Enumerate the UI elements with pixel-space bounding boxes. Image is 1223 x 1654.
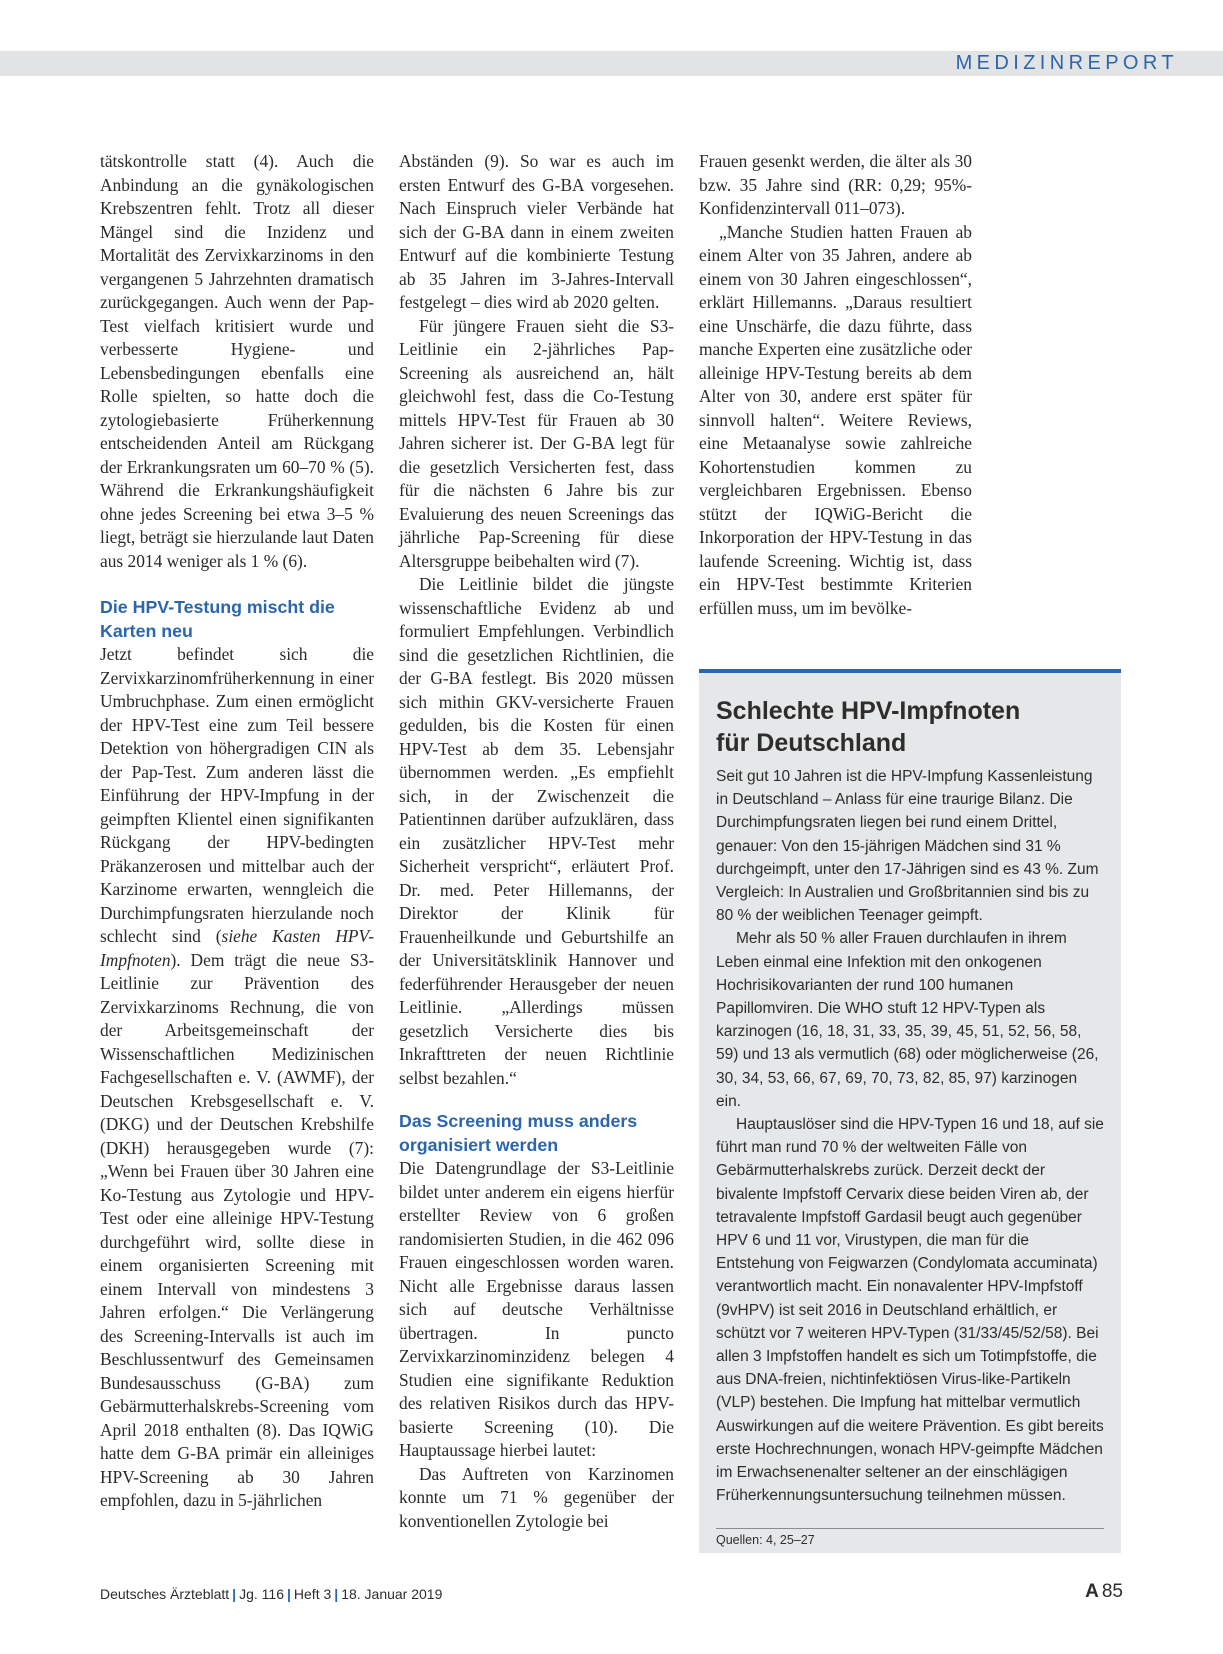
page-letter: A — [1085, 1581, 1099, 1602]
info-box-title: Schlechte HPV-Impfnoten für Deutschland — [716, 697, 1021, 757]
paragraph: Jetzt befindet sich die Zervixkarzinomfrüherkennung in einer Umbruchphase. Zum einen ermöglicht der HPV-Test eine zum Teil bessere Detektion von höhergradigen CIN als der Pap-Test. Zum anderen lässt die Einführung der HPV-Impfung in der geimpften Klientel einen signifikanten Rückgang der HPV-bedingten Präkanzerosen und mittelbar auch der Karzinome erwarten, wenngleich die Durchimpfungsraten hierzulande noch schlecht sind (siehe Kasten HPV-Impfnoten). Dem trägt die neue S3-Leitlinie zur Prävention des Zervixkarzinoms Rechnung, die von der Arbeitsgemeinschaft der Wissenschaftlichen Medizinischen Fachgesellschaften e. V. (AWMF), der Deutschen Krebsgesellschaft e. V. (DKG) und der Deutschen Krebshilfe (DKH) herausgegeben wurde (7): „Wenn bei Frauen über 30 Jahren eine Ko-Testung aus Zytologie und HPV-Test oder eine alleinige HPV-Testung durchgeführt wird, sollte diese in einem organisierten Screening mit einem Intervall von mindestens 3 Jahren erfolgen.“ Die Verlängerung des Screening-Intervalls ist auch im Beschlussentwurf des Gemeinsamen Bundesausschuss (G-BA) zum Gebärmutterhalskrebs-Screening vom April 2018 enthalten (8). Das IQWiG hatte dem G-BA primär ein alleiniges HPV-Screening ab 30 Jahren empfohlen, dazu in 5-jährlichen — [100, 644, 374, 1510]
subheading: Die HPV-Testung mischt die Karten neu — [100, 597, 335, 641]
article-column-2 — [399, 150, 674, 1533]
paragraph: Mehr als 50 % aller Frauen durchlaufen in ihrem Leben einmal eine Infektion mit den onkogenen Hochrisikovarianten der rund 100 humanen Papillomviren. Die WHO stuft 12 HPV-Typen als karzinogen (16, 18, 31, 33, 35, 39, 45, 51, 52, 56, 58, 59) und 13 als vermutlich (68) oder möglicherweise (26, 30, 34, 53, 66, 67, 69, 70, 73, 82, 85, 97) karzinogen ein. — [716, 930, 1099, 1110]
subheading: Das Screening muss anders organisiert werden — [399, 1111, 638, 1155]
paragraph: Seit gut 10 Jahren ist die HPV-Impfung Kassenleistung in Deutschland – Anlass für eine traurige Bilanz. Die Durchimpfungsraten liegen bei rund einem Drittel, genauer: Von den 15-jährigen Mädchen sind 31 % durchgeimpft, unter den 17-Jährigen sind es 43 %. Zum Vergleich: In Australien und Großbritannien sind bis zu 80 % der weiblichen Teenager geimpft. — [716, 768, 1099, 925]
paragraph: Hauptauslöser sind die HPV-Typen 16 und 18, auf sie führt man rund 70 % der weltweiten Fälle von Gebärmutterhalskrebs zurück. Derzeit deckt der bivalente Impfstoff Cervarix diese beiden Viren ab, der tetravalente Impfstoff Gardasil beugt auch gegenüber HPV 6 und 11 vor, Virustypen, die man für die Entstehung von Feigwarzen (Condylomata accuminata) verantwortlich macht. Ein nonavalenter HPV-Impfstoff (9vHPV) ist seit 2016 in Deutschland erhältlich, er schützt vor 7 weiteren HPV-Typen (31/33/45/52/58). Bei allen 3 Impfstoffen handelt es sich um Totimpfstoffe, die aus DNA-freien, nichtinfektiösen Virus-like-Partikeln (VLP) bestehen. Die Impfung hat mittelbar vermutlich Auswirkungen auf die weitere Prävention. Es gibt bereits erste Hochrechnungen, wonach HPV-geimpfte Mädchen im Erwachsenenalter seltener an der einschlägigen Früherkennungsuntersuchung teilnehmen müssen. — [716, 1116, 1104, 1505]
separator: | — [334, 1586, 339, 1602]
section-label: MEDIZINREPORT — [955, 52, 1178, 74]
page-number — [1085, 1580, 1123, 1604]
info-box-body — [716, 765, 1104, 1508]
divider — [716, 1528, 1104, 1529]
paragraph: Abständen (9). So war es auch im ersten Entwurf des G-BA vorgesehen. Nach Einspruch vieler Verbände hat sich der G-BA dann in einem zweiten Entwurf auf die kombinierte Testung ab 35 Jahren im 3-Jahres-Intervall festgelegt – dies wird ab 2020 gelten. — [399, 151, 674, 312]
volume: Jg. 116 — [239, 1586, 284, 1602]
paragraph: Die Leitlinie bildet die jüngste wissenschaftliche Evidenz ab und formuliert Empfehlungen. Verbindlich sind die gesetzlichen Richtlinien, die der G-BA festlegt. Bis 2020 müssen sich mithin GKV-versicherte Frauen gedulden, bis die Kosten für einen HPV-Test ab dem 35. Lebensjahr übernommen werden. „Es empfiehlt sich, in der Zwischenzeit die Patientinnen darüber aufzuklären, dass ein zusätzlicher HPV-Test mehr Sicherheit verspricht“, erläutert Prof. Dr. med. Peter Hillemanns, der Direktor der Klinik für Frauenheilkunde und Geburtshilfe an der Universitätsklinik Hannover und federführender Herausgeber der neuen Leitlinie. „Allerdings müssen gesetzlich Versicherte dies bis Inkrafttreten der neuen Richtlinie selbst bezahlen.“ — [399, 574, 674, 1088]
paragraph: „Manche Studien hatten Frauen ab einem Alter von 35 Jahren, andere ab einem von 30 Jahren eingeschlossen“, erklärt Hillemanns. „Daraus resultiert eine Unschärfe, die dazu führte, dass manche Experten eine zusätzliche oder alleinige HPV-Testung bereits ab dem Alter von 30, andere erst später für sinnvoll halten“. Weitere Reviews, eine Metaanalyse sowie zahlreiche Kohortenstudien kommen zu vergleichbaren Ergebnissen. Ebenso stützt der IQWiG-Bericht die Inkorporation der HPV-Testung in das laufende Screening. Wichtig ist, dass ein HPV-Test bestimmte Kriterien erfüllen muss, um im bevölke- — [699, 221, 972, 618]
paragraph: tätskontrolle statt (4). Auch die Anbindung an die gynäkologischen Krebszentren fehlt. Trotz all dieser Mängel sind die Inzidenz und Mortalität des Zervixkarzinoms in den vergangenen 5 Jahrzehnten dramatisch zurückgegangen. Auch wenn der Pap-Test vielfach kritisiert wurde und verbesserte Hygiene- und Lebensbedingungen ebenfalls eine Rolle spielten, so hatte doch die zytologiebasierte Früherkennung entscheidenden Anteil am Rückgang der Erkrankungsraten um 60–70 % (5). Während die Erkrankungshäufigkeit ohne jedes Screening bei etwa 3–5 % liegt, beträgt sie hierzulande laut Daten aus 2014 weniger als 1 % (6). — [100, 151, 374, 571]
paragraph: Frauen gesenkt werden, die älter als 30 bzw. 35 Jahre sind (RR: 0,29; 95%-Konfidenzintervall 011–073). — [699, 151, 972, 218]
article-column-3 — [699, 150, 972, 620]
separator: | — [232, 1586, 237, 1602]
issue-date: 18. Januar 2019 — [341, 1586, 443, 1602]
info-box — [699, 669, 1121, 1553]
paragraph: Das Auftreten von Karzinomen konnte um 71 % gegenüber der konventionellen Zytologie bei — [399, 1463, 674, 1531]
separator: | — [286, 1586, 291, 1602]
article-column-1 — [100, 150, 374, 1513]
footer-citation — [100, 1585, 442, 1603]
paragraph: Für jüngere Frauen sieht die S3-Leitlinie ein 2-jährliches Pap-Screening als ausreichend an, hält gleichwohl fest, dass die Co-Testung mittels HPV-Test für Frauen ab 30 Jahren sicherer ist. Der G-BA legt für die gesetzlich Versicherten fest, dass für die nächsten 6 Jahre bis zur Evaluierung des neuen Screenings das jährliche Pap-Screening für diese Altersgruppe beibehalten wird (7). — [399, 315, 674, 571]
paragraph: Die Datengrundlage der S3-Leitlinie bildet unter anderem ein eigens hierfür erstellter Review von 6 großen randomisierten Studien, in die 462 096 Frauen eingeschlossen worden waren. Nicht alle Ergebnisse daraus lassen sich auf deutsche Verhältnisse übertragen. In puncto Zervixkarzinominzidenz belegen 4 Studien eine signifikante Reduktion des relativen Risikos durch das HPV-basierte Screening (10). Die Hauptaussage hierbei lautet: — [399, 1158, 674, 1460]
page-number-value: 85 — [1101, 1581, 1123, 1602]
info-box-sources: Quellen: 4, 25–27 — [716, 1532, 815, 1547]
box-reference: siehe Kasten HPV-Impfnoten — [100, 926, 374, 970]
journal-name: Deutsches Ärzteblatt — [100, 1586, 230, 1602]
issue: Heft 3 — [293, 1586, 332, 1602]
